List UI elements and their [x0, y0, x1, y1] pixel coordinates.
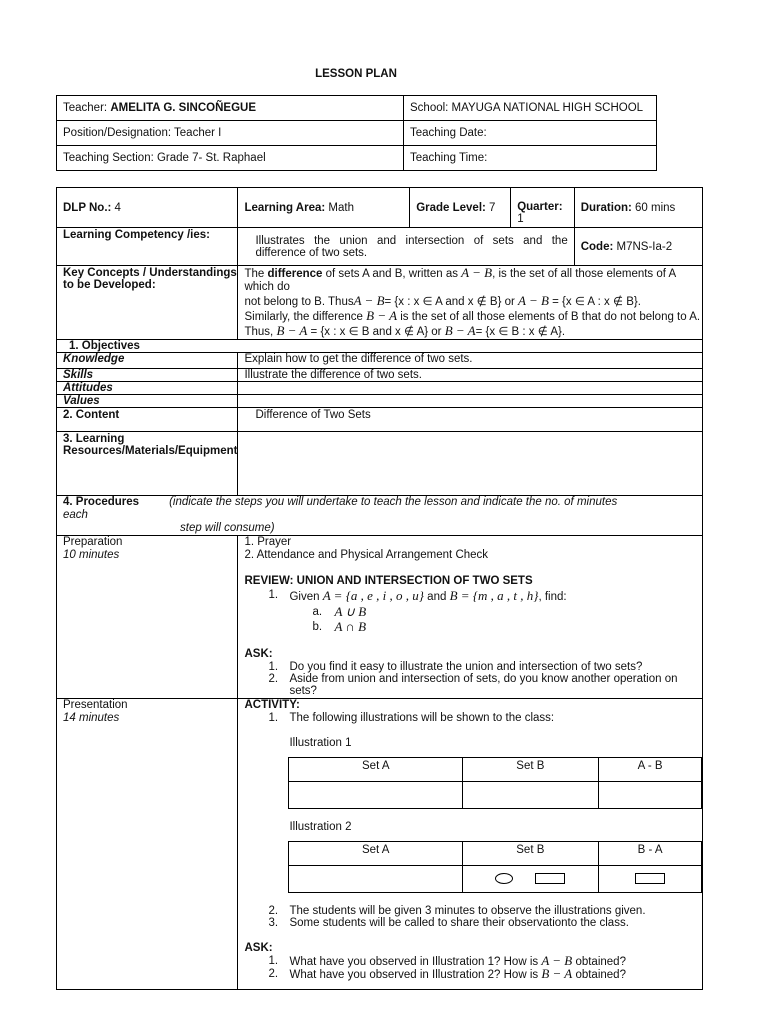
- ask-label: ASK:: [244, 648, 273, 660]
- ill1-set-b-header: Set B: [463, 758, 599, 782]
- prayer-item: 1. Prayer: [244, 536, 292, 548]
- content-text: Difference of Two Sets: [238, 408, 703, 432]
- kc-math: B − A: [366, 308, 398, 323]
- teacher-cell: [57, 96, 404, 121]
- preparation-label: [57, 536, 238, 699]
- ill1-set-a-header: Set A: [289, 758, 463, 782]
- activity-label: ACTIVITY:: [244, 699, 300, 711]
- grade-level-value: 7: [485, 201, 496, 214]
- list-number: 1.: [268, 955, 279, 967]
- ask-item: [244, 661, 702, 673]
- given-text: , find:: [538, 591, 567, 603]
- duration-label: Duration:: [580, 201, 632, 214]
- preparation-time: 10 minutes: [63, 549, 120, 561]
- ill2-set-a-cell: [289, 866, 463, 893]
- quarter-label: Quarter:: [517, 201, 563, 213]
- teaching-time-cell: Teaching Time:: [404, 146, 657, 171]
- kc-math: A − B: [461, 265, 493, 280]
- ask-text: Do you find it easy to illustrate the union and intersection of two sets?: [289, 661, 643, 673]
- ill1-set-a-cell: [289, 782, 463, 809]
- preparation-label-text: Preparation: [63, 536, 123, 548]
- procedures-label: 4. Procedures: [63, 496, 140, 508]
- teacher-name: AMELITA G. SINCOÑEGUE: [110, 102, 256, 114]
- ill2-difference-header: B - A: [598, 842, 702, 866]
- presentation-label: [57, 699, 238, 990]
- procedures-note: (indicate the steps you will undertake to teach the lesson and indicate the no. of minutes: [169, 496, 618, 508]
- values-label: Values: [57, 395, 238, 408]
- list-letter: a.: [312, 606, 323, 618]
- values-text: [238, 395, 703, 408]
- ill2-difference-cell: [598, 866, 702, 893]
- illustration-2-title: Illustration 2: [289, 821, 352, 833]
- skills-text: Illustrate the difference of two sets.: [238, 369, 703, 382]
- ask-text: What have you observed in Illustration 1? How is: [289, 956, 542, 968]
- activity-text: Some students will be called to share their observationto the class.: [289, 917, 629, 929]
- list-letter: b.: [312, 621, 323, 633]
- key-concept-line-2: [244, 294, 702, 309]
- ask-item: [244, 673, 702, 697]
- procedures-note-each: each: [63, 509, 88, 521]
- code-cell: [574, 228, 703, 266]
- ill2-set-b-header: Set B: [463, 842, 599, 866]
- ask-item: [244, 968, 702, 981]
- page-title: LESSON PLAN: [315, 68, 397, 80]
- intersection-math: A ∩ B: [334, 619, 367, 634]
- list-number: 3.: [268, 917, 279, 929]
- kc-math: A − B: [353, 293, 385, 308]
- grade-level-label: Grade Level:: [416, 201, 486, 214]
- ill2-set-a-header: Set A: [289, 842, 463, 866]
- ask-text: What have you observed in Illustration 2? How is: [289, 969, 542, 981]
- list-number: 1.: [268, 712, 279, 724]
- key-concept-line-4: [244, 324, 702, 339]
- ask-label: ASK:: [244, 942, 273, 954]
- activity-item: [244, 905, 702, 917]
- quarter-cell: [511, 188, 575, 228]
- kc-text: is the set of all those elements of B that do not belong to A.: [397, 311, 701, 323]
- objectives-heading: 1. Objectives: [57, 340, 703, 353]
- list-number: 1.: [268, 589, 279, 601]
- knowledge-label: Knowledge: [57, 353, 238, 369]
- attitudes-text: [238, 382, 703, 395]
- preparation-content: [238, 536, 703, 699]
- quarter-value: 1: [517, 213, 524, 225]
- learning-area-label: Learning Area:: [244, 201, 326, 214]
- sub-item-a: [244, 605, 702, 620]
- learning-area-value: Math: [325, 201, 354, 214]
- learning-area-cell: [238, 188, 410, 228]
- given-text: and: [423, 591, 450, 603]
- illustration-1-title: Illustration 1: [289, 737, 352, 749]
- kc-text: = {x : x ∈ A and x ∉ B} or: [384, 296, 519, 308]
- ask-text: obtained?: [572, 956, 626, 968]
- illustration-1-table: [288, 757, 702, 809]
- activity-item: [244, 917, 702, 929]
- rectangle-shape-icon: [535, 873, 565, 884]
- dlp-value: 4: [111, 201, 121, 214]
- kc-math: B − A: [444, 323, 476, 338]
- skills-label: Skills: [57, 369, 238, 382]
- key-concept-line-3: [244, 309, 702, 324]
- attitudes-label: Attitudes: [57, 382, 238, 395]
- ask-text: obtained?: [572, 969, 626, 981]
- duration-value: 60 mins: [631, 201, 676, 214]
- dlp-label: DLP No.:: [63, 201, 112, 214]
- kc-text: = {x : x ∈ B and x ∉ A} or: [307, 326, 445, 338]
- list-number: 2.: [268, 673, 279, 685]
- section-cell: Teaching Section: Grade 7- St. Raphael: [57, 146, 404, 171]
- activity-item: [244, 712, 702, 724]
- teacher-label: Teacher:: [63, 102, 111, 114]
- procedures-heading: [57, 496, 703, 536]
- activity-text: The students will be given 3 minutes to observe the illustrations given.: [289, 905, 646, 917]
- presentation-label-text: Presentation: [63, 699, 128, 711]
- list-number: 2.: [268, 968, 279, 980]
- kc-text: of sets A and B, written as: [322, 268, 462, 280]
- ill1-difference-header: A - B: [598, 758, 702, 782]
- illustration-2-table: [288, 841, 702, 893]
- competency-label: Learning Competency /ies:: [57, 228, 238, 266]
- procedures-note-end: step will consume): [180, 522, 275, 534]
- kc-difference-term: difference: [267, 268, 323, 280]
- ill1-difference-cell: [598, 782, 702, 809]
- activity-text: The following illustrations will be shown to the class:: [289, 712, 555, 724]
- duration-cell: [574, 188, 703, 228]
- dlp-cell: [57, 188, 238, 228]
- competency-text: Illustrates the union and intersection of sets and the difference of two sets.: [238, 228, 574, 266]
- code-label: Code:: [580, 240, 614, 253]
- resources-label: [57, 432, 238, 496]
- lesson-plan-table: [56, 187, 703, 990]
- kc-text: Thus,: [244, 326, 277, 338]
- sub-item-b: [244, 620, 702, 635]
- ask-math: B − A: [541, 966, 573, 981]
- rectangle-shape-icon: [635, 873, 665, 884]
- code-value: M7NS-Ia-2: [613, 240, 673, 253]
- set-a-math: A = {a , e , i , o , u}: [322, 588, 424, 603]
- kc-text: = {x ∈ A : x ∉ B}.: [548, 296, 641, 308]
- presentation-content: [238, 699, 703, 990]
- position-cell: Position/Designation: Teacher I: [57, 121, 404, 146]
- attendance-item: 2. Attendance and Physical Arrangement Check: [244, 549, 489, 561]
- content-label: 2. Content: [57, 408, 238, 432]
- ill2-set-b-cell: [463, 866, 599, 893]
- key-concepts-label: Key Concepts / Understandings to be Developed:: [57, 266, 238, 340]
- ill1-set-b-cell: [463, 782, 599, 809]
- knowledge-text: Explain how to get the difference of two sets.: [238, 353, 703, 369]
- key-concepts-text: [238, 266, 703, 340]
- review-title: REVIEW: UNION AND INTERSECTION OF TWO SETS: [244, 575, 533, 587]
- kc-text: Similarly, the difference: [244, 311, 367, 323]
- union-math: A ∪ B: [334, 604, 367, 619]
- given-item: [244, 588, 702, 605]
- resources-label-text: 3. Learning Resources/Materials/Equipment: [63, 433, 238, 457]
- list-number: 2.: [268, 905, 279, 917]
- oval-shape-icon: [495, 873, 513, 884]
- ask-item: [244, 955, 702, 968]
- kc-math: A − B: [518, 293, 549, 308]
- list-number: 1.: [268, 661, 279, 673]
- set-b-math: B = {m , a , t , h}: [449, 588, 539, 603]
- kc-text: not belong to B. Thus: [244, 296, 354, 308]
- resources-text: [238, 432, 703, 496]
- teacher-info-table: [56, 95, 657, 171]
- presentation-time: 14 minutes: [63, 712, 120, 724]
- grade-level-cell: [410, 188, 511, 228]
- kc-text: , is the set of all those elements of A which do: [244, 268, 676, 293]
- given-text: Given: [289, 591, 323, 603]
- kc-math: B − A: [276, 323, 308, 338]
- ask-math: A − B: [541, 953, 573, 968]
- key-concept-line-1: [244, 266, 702, 294]
- kc-text: = {x ∈ B : x ∉ A}.: [475, 326, 566, 338]
- kc-text: The: [244, 268, 268, 280]
- teaching-date-cell: Teaching Date:: [404, 121, 657, 146]
- school-cell: School: MAYUGA NATIONAL HIGH SCHOOL: [404, 96, 657, 121]
- ask-text: Aside from union and intersection of sets, do you know another operation on sets?: [289, 673, 678, 697]
